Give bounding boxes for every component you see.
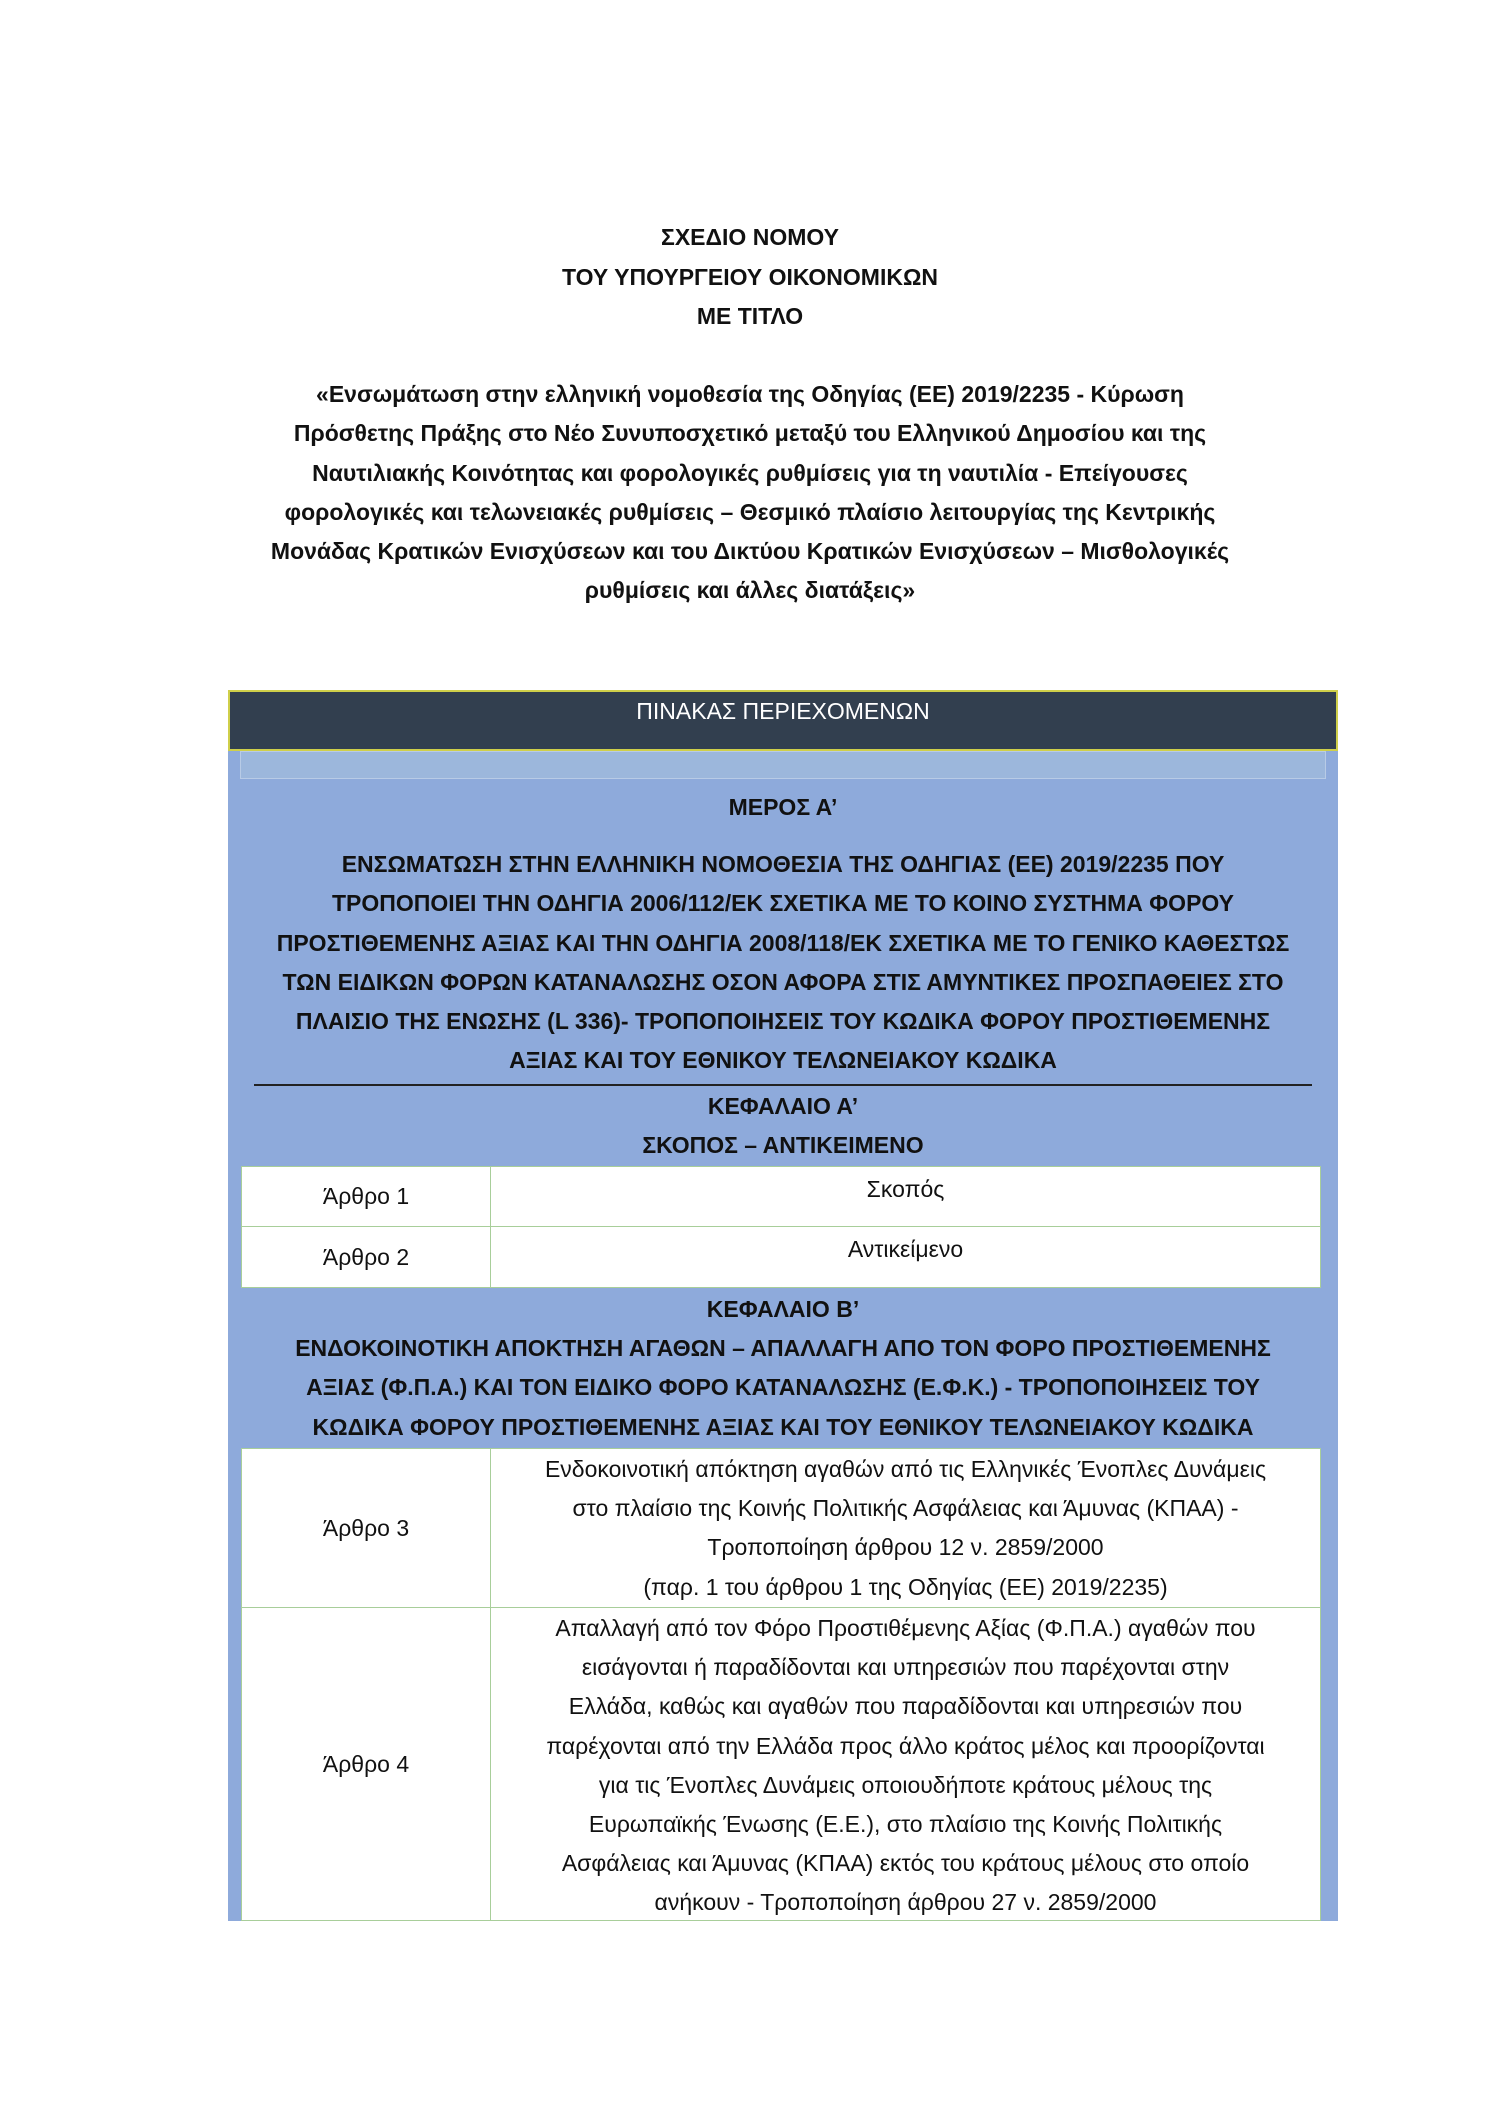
- part-title-line: ΕΝΣΩΜΑΤΩΣΗ ΣΤΗΝ ΕΛΛΗΝΙΚΗ ΝΟΜΟΘΕΣΙΑ ΤΗΣ ΟΔΗΓΙΑΣ (ΕΕ) 2019/2235 ΠΟΥ: [341, 851, 1225, 878]
- article-description-line: Σκοπός: [866, 1176, 945, 1202]
- article-description-line: Αντικείμενο: [847, 1236, 964, 1262]
- article-description-line: ανήκουν - Τροποποίηση άρθρου 27 ν. 2859/2000: [654, 1889, 1157, 1916]
- article-number: Άρθρο 2: [242, 1227, 491, 1287]
- article-number: Άρθρο 4: [242, 1608, 491, 1920]
- chapter-title-line: ΑΞΙΑΣ (Φ.Π.Α.) ΚΑΙ ΤΟΝ ΕΙΔΙΚΟ ΦΟΡΟ ΚΑΤΑΝΑΛΩΣΗΣ (Ε.Φ.Κ.) - ΤΡΟΠΟΠΟΙΗΣΕΙΣ ΤΟΥ: [306, 1374, 1260, 1401]
- divider-rule: [254, 1084, 1312, 1086]
- part-title-line: ΑΞΙΑΣ ΚΑΙ ΤΟΥ ΕΘΝΙΚΟΥ ΤΕΛΩΝΕΙΑΚΟΥ ΚΩΔΙΚΑ: [509, 1047, 1057, 1074]
- article-number: Άρθρο 1: [242, 1167, 491, 1226]
- part-label: ΜΕΡΟΣ Α’: [728, 794, 838, 820]
- part-title-line: ΠΛΑΙΣΙΟ ΤΗΣ ΕΝΩΣΗΣ (L 336)- ΤΡΟΠΟΠΟΙΗΣΕΙΣ ΤΟΥ ΚΩΔΙΚΑ ΦΟΡΟΥ ΠΡΟΣΤΙΘΕΜΕΝΗΣ: [295, 1008, 1271, 1035]
- article-description-line: Ασφάλειας και Άμυνας (ΚΠΑΑ) εκτός του κράτους μέλους στο οποίο: [561, 1850, 1250, 1877]
- document-header: [0, 218, 1500, 337]
- bill-title: [230, 375, 1270, 611]
- article-number: Άρθρο 3: [242, 1449, 491, 1607]
- article-description-line: παρέχονται από την Ελλάδα προς άλλο κράτος μέλος και προορίζονται: [546, 1732, 1265, 1759]
- bill-title-line: Ναυτιλιακής Κοινότητας και φορολογικές ρυθμίσεις για τη ναυτιλία - Επείγουσες: [312, 459, 1188, 486]
- header-line-2: ΤΟΥ ΥΠΟΥΡΓΕΙΟΥ ΟΙΚΟΝΟΜΙΚΩΝ: [561, 263, 939, 290]
- article-description: [491, 1608, 1320, 1920]
- chapter-title-line: ΣΚΟΠΟΣ – ΑΝΤΙΚΕΙΜΕΝΟ: [642, 1132, 924, 1159]
- article-description: [491, 1227, 1320, 1287]
- chapter-label: ΚΕΦΑΛΑΙΟ Β’: [706, 1296, 860, 1322]
- toc-heading: ΠΙΝΑΚΑΣ ΠΕΡΙΕΧΟΜΕΝΩΝ: [228, 690, 1338, 751]
- bill-title-line: φορολογικές και τελωνειακές ρυθμίσεις – Θεσμικό πλαίσιο λειτουργίας της Κεντρικής: [284, 498, 1216, 525]
- article-description-line: για τις Ένοπλες Δυνάμεις οποιουδήποτε κράτους μέλους της: [598, 1771, 1213, 1798]
- chapter-a-block: [228, 1087, 1338, 1165]
- table-of-contents: [228, 690, 1338, 1921]
- bill-title-line: Πρόσθετης Πράξης στο Νέο Συνυποσχετικό μεταξύ του Ελληνικού Δημοσίου και της: [293, 420, 1207, 447]
- header-line-3: ΜΕ ΤΙΤΛΟ: [696, 303, 804, 329]
- toc-row-article-4[interactable]: [241, 1607, 1321, 1921]
- article-description-line: Απαλλαγή από τον Φόρο Προστιθέμενης Αξίας (Φ.Π.Α.) αγαθών που: [555, 1615, 1256, 1641]
- header-line-1: ΣΧΕΔΙΟ ΝΟΜΟΥ: [661, 224, 839, 250]
- article-description-line: Ελλάδα, καθώς και αγαθών που παραδίδονται και υπηρεσιών που: [568, 1693, 1243, 1720]
- article-description-line: εισάγονται ή παραδίδονται και υπηρεσιών που παρέχονται στην: [581, 1654, 1230, 1681]
- bill-title-line: «Ενσωμάτωση στην ελληνική νομοθεσία της Οδηγίας (ΕΕ) 2019/2235 - Κύρωση: [316, 381, 1184, 407]
- chapter-title-line: ΕΝΔΟΚΟΙΝΟΤΙΚΗ ΑΠΟΚΤΗΣΗ ΑΓΑΘΩΝ – ΑΠΑΛΛΑΓΗ ΑΠΟ ΤΟΝ ΦΟΡΟ ΠΡΟΣΤΙΘΕΜΕΝΗΣ: [295, 1335, 1271, 1362]
- chapter-title-line: ΚΩΔΙΚΑ ΦΟΡΟΥ ΠΡΟΣΤΙΘΕΜΕΝΗΣ ΑΞΙΑΣ ΚΑΙ ΤΟΥ ΕΘΝΙΚΟΥ ΤΕΛΩΝΕΙΑΚΟΥ ΚΩΔΙΚΑ: [312, 1413, 1254, 1440]
- part-a-block: [228, 788, 1338, 1080]
- bill-title-line: ρυθμίσεις και άλλες διατάξεις»: [584, 577, 916, 604]
- bill-title-line: Μονάδας Κρατικών Ενισχύσεων και του Δικτύου Κρατικών Ενισχύσεων – Μισθολογικές: [270, 538, 1230, 565]
- article-description-line: Ευρωπαϊκής Ένωσης (Ε.Ε.), στο πλαίσιο της Κοινής Πολιτικής: [588, 1811, 1223, 1838]
- part-gap: [228, 827, 1338, 845]
- article-description-line: (παρ. 1 του άρθρου 1 της Οδηγίας (ΕΕ) 2019/2235): [643, 1573, 1168, 1600]
- toc-spacer-strip: [240, 751, 1326, 779]
- article-description-line: στο πλαίσιο της Κοινής Πολιτικής Ασφάλειας και Άμυνας (ΚΠΑΑ) -: [572, 1495, 1239, 1522]
- article-description-line: Ενδοκοινοτική απόκτηση αγαθών από τις Ελληνικές Ένοπλες Δυνάμεις: [544, 1456, 1267, 1482]
- toc-row-article-2[interactable]: [241, 1226, 1321, 1288]
- part-title-line: ΤΡΟΠΟΠΟΙΕΙ ΤΗΝ ΟΔΗΓΙΑ 2006/112/ΕΚ ΣΧΕΤΙΚΑ ΜΕ ΤΟ ΚΟΙΝΟ ΣΥΣΤΗΜΑ ΦΟΡΟΥ: [332, 890, 1234, 917]
- chapter-b-block: [228, 1290, 1338, 1447]
- part-title-line: ΠΡΟΣΤΙΘΕΜΕΝΗΣ ΑΞΙΑΣ ΚΑΙ ΤΗΝ ΟΔΗΓΙΑ 2008/118/ΕΚ ΣΧΕΤΙΚΑ ΜΕ ΤΟ ΓΕΝΙΚΟ ΚΑΘΕΣΤΩΣ: [276, 929, 1290, 956]
- toc-row-article-1[interactable]: [241, 1166, 1321, 1227]
- article-description: [491, 1167, 1320, 1226]
- toc-row-article-3[interactable]: [241, 1448, 1321, 1608]
- article-description-line: Τροποποίηση άρθρου 12 ν. 2859/2000: [707, 1534, 1104, 1561]
- article-description: [491, 1449, 1320, 1607]
- chapter-label: ΚΕΦΑΛΑΙΟ Α’: [707, 1093, 859, 1119]
- part-title-line: ΤΩΝ ΕΙΔΙΚΩΝ ΦΟΡΩΝ ΚΑΤΑΝΑΛΩΣΗΣ ΟΣΟΝ ΑΦΟΡΑ ΣΤΙΣ ΑΜΥΝΤΙΚΕΣ ΠΡΟΣΠΑΘΕΙΕΣ ΣΤΟ: [282, 968, 1284, 995]
